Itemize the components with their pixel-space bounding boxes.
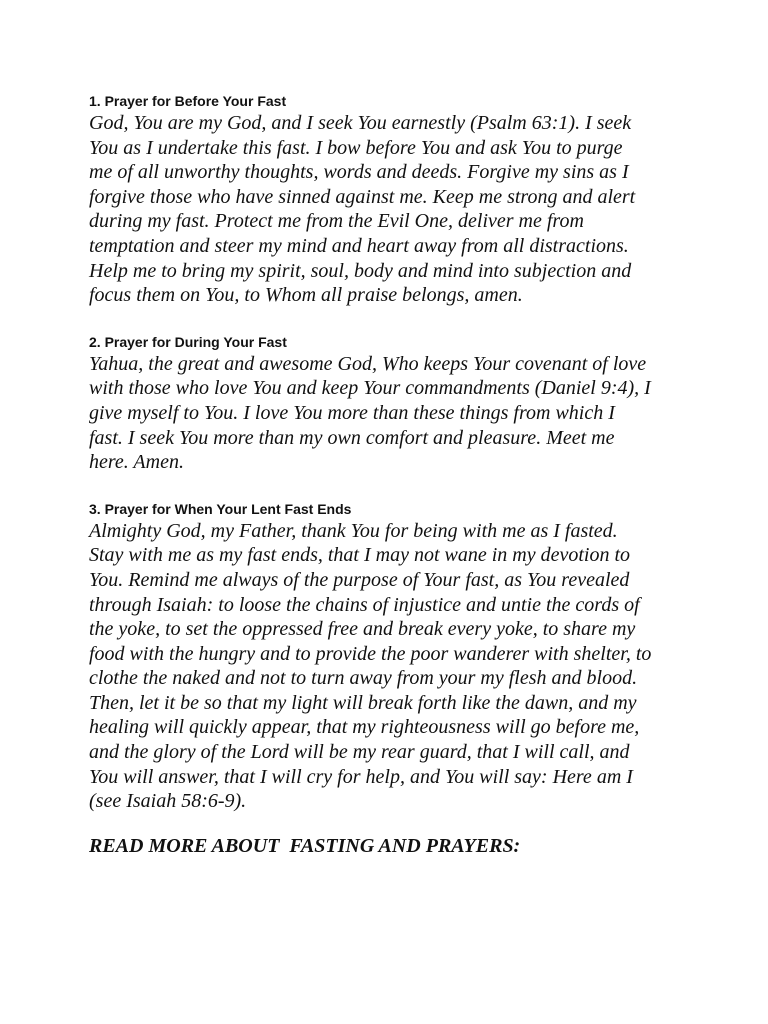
prayer-body bbox=[89, 111, 689, 308]
text-line: God, You are my God, and I seek You earnestly (Psalm 63:1). I seek bbox=[89, 112, 632, 134]
text-line: forgive those who have sinned against me. Keep me strong and alert bbox=[89, 185, 636, 208]
text-line: the yoke, to set the oppressed free and break every yoke, to share my bbox=[89, 618, 636, 641]
text-line: here. Amen. bbox=[89, 451, 184, 474]
text-line: give myself to You. I love You more than these things from which I bbox=[89, 401, 615, 424]
text-line: during my fast. Protect me from the Evil One, deliver me from bbox=[89, 210, 584, 233]
text-line: focus them on You, to Whom all praise belongs, amen. bbox=[89, 284, 523, 307]
text-line: me of all unworthy thoughts, words and deeds. Forgive my sins as I bbox=[89, 161, 629, 184]
text-line: clothe the naked and not to turn away from your my flesh and blood. bbox=[89, 667, 638, 690]
text-line: You. Remind me always of the purpose of Your fast, as You revealed bbox=[89, 568, 630, 591]
text-line: healing will quickly appear, that my righteousness will go before me, bbox=[89, 716, 640, 739]
text-line: Stay with me as my fast ends, that I may not wane in my devotion to bbox=[89, 544, 631, 567]
text-line: Yahua, the great and awesome God, Who keeps Your covenant of love bbox=[89, 352, 647, 375]
read-more-heading: READ MORE ABOUT FASTING AND PRAYERS: bbox=[89, 834, 521, 857]
text-line: temptation and steer my mind and heart away from all distractions. bbox=[89, 234, 629, 257]
section-heading: 2. Prayer for During Your Fast bbox=[89, 333, 287, 350]
section-heading: 1. Prayer for Before Your Fast bbox=[89, 93, 287, 109]
prayer-section-fast-ends bbox=[89, 500, 689, 814]
prayer-section-during-fast bbox=[89, 333, 689, 475]
text-line: You as I undertake this fast. I bow before You and ask You to purge bbox=[89, 136, 623, 159]
section-heading: 3. Prayer for When Your Lent Fast Ends bbox=[89, 500, 352, 517]
document-page bbox=[89, 92, 689, 858]
text-line: through Isaiah: to loose the chains of injustice and untie the cords of bbox=[89, 593, 640, 616]
prayer-section-before-fast bbox=[89, 92, 689, 308]
prayer-body bbox=[89, 519, 689, 814]
text-line: and the glory of the Lord will be my rear guard, that I will call, and bbox=[89, 741, 630, 764]
prayer-body bbox=[89, 352, 689, 475]
text-line: Help me to bring my spirit, soul, body and mind into subjection and bbox=[89, 259, 632, 282]
text-line: Then, let it be so that my light will break forth like the dawn, and my bbox=[89, 691, 637, 714]
text-line: with those who love You and keep Your commandments (Daniel 9:4), I bbox=[89, 377, 651, 400]
text-line: fast. I seek You more than my own comfort and pleasure. Meet me bbox=[89, 426, 615, 449]
text-line: (see Isaiah 58:6-9). bbox=[89, 790, 247, 813]
text-line: You will answer, that I will cry for help, and You will say: Here am I bbox=[89, 765, 633, 788]
text-line: Almighty God, my Father, thank You for being with me as I fasted. bbox=[89, 519, 618, 542]
text-line: food with the hungry and to provide the poor wanderer with shelter, to bbox=[89, 642, 652, 665]
